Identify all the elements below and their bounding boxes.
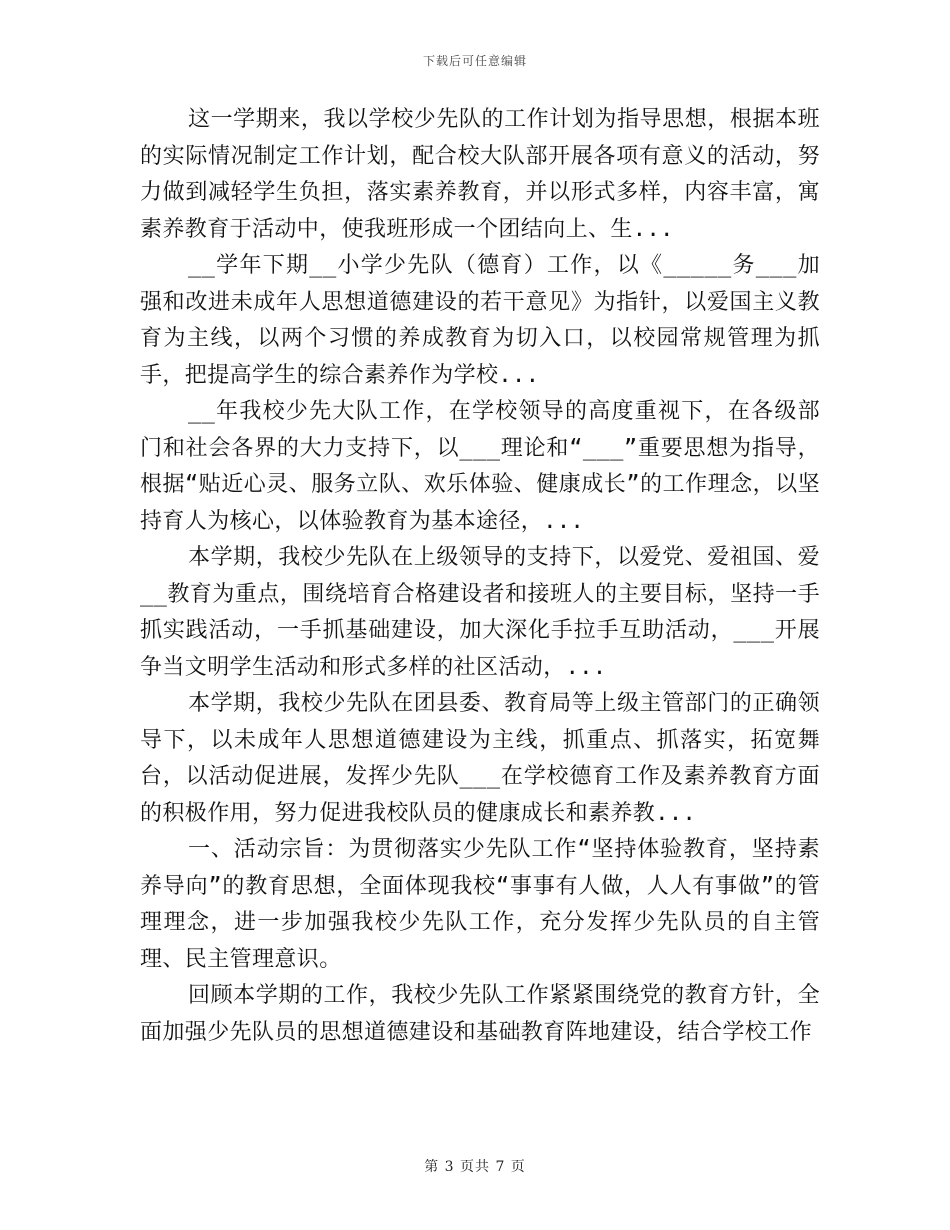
page-header-note: 下载后可任意编辑 bbox=[422, 54, 527, 68]
paragraph: 这一学期来，我以学校少先队的工作计划为指导思想，根据本班的实际情况制定工作计划，配合校大队部开展各项有意义的活动，努力做到减轻学生负担，落实素养教育，并以形式多样，内容丰富，寓素养教育于活动中，使我班形成一个团结向上、生... bbox=[140, 107, 820, 242]
paragraph: 本学期，我校少先队在团县委、教育局等上级主管部门的正确领导下，以未成年人思想道德建设为主线，抓重点、抓落实，拓宽舞台，以活动促进展，发挥少先队___在学校德育工作及素养教育方面的积极作用，努力促进我校队员的健康成长和素养教... bbox=[140, 691, 820, 826]
paragraph: __年我校少先大队工作，在学校领导的高度重视下，在各级部门和社会各界的大力支持下，以___理论和“___”重要思想为指导，根据“贴近心灵、服务立队、欢乐体验、健康成长”的工作理念，以坚持育人为核心，以体验教育为基本途径，... bbox=[140, 399, 820, 534]
document-body bbox=[140, 102, 820, 1051]
paragraph: __学年下期__小学少先队（德育）工作，以《_____务___加强和改进未成年人思想道德建设的若干意见》为指针，以爱国主义教育为主线，以两个习惯的养成教育为切入口，以校园常规管理为抓手，把提高学生的综合素养作为学校... bbox=[140, 253, 820, 388]
paragraph: 一、活动宗旨：为贯彻落实少先队工作“坚持体验教育，坚持素养导向”的教育思想，全面体现我校“事事有人做，人人有事做”的管理理念，进一步加强我校少先队工作，充分发挥少先队员的自主管理、民主管理意识。 bbox=[140, 837, 820, 972]
paragraph: 回顾本学期的工作，我校少先队工作紧紧围绕党的教育方针，全面加强少先队员的思想道德建设和基础教育阵地建设，结合学校工作 bbox=[140, 983, 820, 1045]
paragraph: 本学期，我校少先队在上级领导的支持下，以爱党、爱祖国、爱__教育为重点，围绕培育合格建设者和接班人的主要目标，坚持一手抓实践活动，一手抓基础建设，加大深化手拉手互助活动，___开展争当文明学生活动和形式多样的社区活动，... bbox=[140, 545, 820, 680]
page-number: 第 3 页共 7 页 bbox=[424, 1159, 526, 1175]
